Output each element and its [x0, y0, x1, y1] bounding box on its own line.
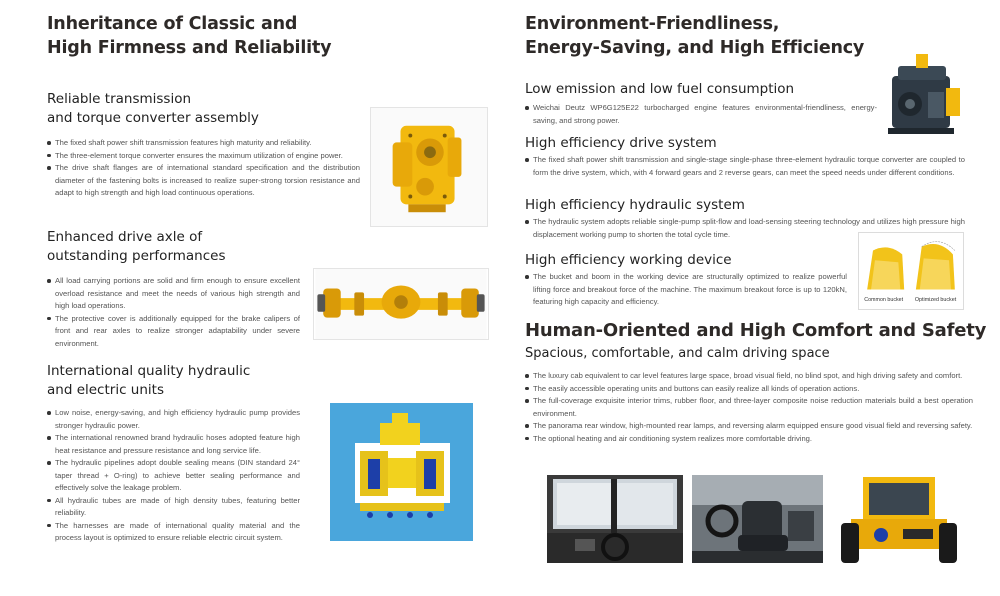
axle-title-line2: outstanding performances	[47, 248, 226, 264]
list-item: All hydraulic tubes are made of high density tubes, featuring better reliability.	[47, 495, 300, 520]
list-item: The luxury cab equivalent to car level features large space, broad visual field, no blind spot, and high driving safety and comfort.	[525, 370, 973, 383]
working-device-bullets	[525, 271, 847, 309]
list-item: The harnesses are made of international quality material and the process layout is optimized to ensure reliable electric circuit system.	[47, 520, 300, 545]
list-item: All load carrying portions are solid and firm enough to ensure excellent overload resistance and meet the needs of various high strength and high load operations.	[47, 275, 300, 313]
list-item: The bucket and boom in the working device are structurally optimized to realize powerful lifting force and breakout force of the machine. The maximum breakout force is up to 120kN, featuring high capacity and efficiency.	[525, 271, 847, 309]
axle-title-line1: Enhanced drive axle of	[47, 229, 203, 245]
hydraulic-units-title-line2: and electric units	[47, 382, 164, 398]
engine-image	[880, 48, 965, 143]
optimized-bucket-caption: Optimized bucket	[914, 297, 957, 304]
drive-system-title: High efficiency drive system	[525, 135, 717, 151]
drive-axle-image	[313, 268, 489, 340]
right-main-heading	[525, 12, 864, 60]
hydraulic-system-title: High efficiency hydraulic system	[525, 197, 745, 213]
hydraulic-units-section-title	[47, 362, 250, 400]
common-bucket-caption: Common bucket	[864, 297, 904, 304]
left-main-heading-line2: High Firmness and Reliability	[47, 38, 332, 58]
transmission-bullets	[47, 137, 360, 200]
transmission-image	[370, 107, 488, 227]
list-item: The full-coverage exquisite interior trims, rubber floor, and three-layer composite noise reduction materials build a best operation environment.	[525, 395, 973, 420]
list-item: The fixed shaft power shift transmission features high maturity and reliability.	[47, 137, 360, 150]
left-main-heading	[47, 12, 331, 60]
list-item: The hydraulic pipelines adopt double sealing means (DIN standard 24° taper thread + O-ring) to achieve better sealing performance and effectively solve the leakage problem.	[47, 457, 300, 495]
cab-window-photo	[547, 475, 683, 563]
list-item: The protective cover is additionally equipped for the brake calipers of front and rear axles to realize stronger adaptability under severe environment.	[47, 313, 300, 351]
comfort-heading: Human-Oriented and High Comfort and Safety	[525, 320, 987, 341]
list-item: Low noise, energy-saving, and high efficiency hydraulic pump provides stronger hydraulic power.	[47, 407, 300, 432]
low-emission-bullets	[525, 102, 877, 127]
hydraulic-diagram-image	[330, 403, 473, 541]
list-item: The easily accessible operating units and buttons can easily realize all kinds of operation actions.	[525, 383, 973, 396]
low-emission-title: Low emission and low fuel consumption	[525, 81, 795, 97]
bucket-comparison-image	[858, 232, 964, 310]
cab-seat-photo	[692, 475, 823, 563]
comfort-subheading: Spacious, comfortable, and calm driving space	[525, 346, 830, 361]
working-device-title: High efficiency working device	[525, 252, 732, 268]
comfort-bullets	[525, 370, 973, 445]
transmission-section-title	[47, 90, 259, 128]
right-main-heading-line1: Environment-Friendliness,	[525, 14, 780, 34]
hydraulic-units-bullets	[47, 407, 300, 545]
list-item: The optional heating and air conditioning system realizes more comfortable driving.	[525, 433, 973, 446]
transmission-title-line1: Reliable transmission	[47, 91, 192, 107]
drive-system-bullets	[525, 154, 965, 179]
list-item: The fixed shaft power shift transmission and single-stage single-phase three-element hydraulic torque converter are coupled to form the drive system, which, with 4 forward gears and 2 reverse gears, can meet the speed needs under different conditions.	[525, 154, 965, 179]
list-item: The international renowned brand hydraulic hoses adopted feature high heat resistance and pressure resistance and long service life.	[47, 432, 300, 457]
list-item: The hydraulic system adopts reliable single-pump split-flow and load-sensing steering technology and utilizes high pressure high displacement working pump to shorten the total cycle time.	[525, 216, 965, 241]
axle-bullets	[47, 275, 300, 350]
list-item: Weichai Deutz WP6G125E22 turbocharged engine features environmental-friendliness, energy-saving, and strong power.	[525, 102, 877, 127]
transmission-title-line2: and torque converter assembly	[47, 110, 259, 126]
list-item: The panorama rear window, high-mounted rear lamps, and reversing alarm equipped ensure good visual field and reversing safety.	[525, 420, 973, 433]
list-item: The three-element torque converter ensures the maximum utilization of engine power.	[47, 150, 360, 163]
loader-rear-photo	[833, 475, 964, 563]
axle-section-title	[47, 228, 226, 266]
left-main-heading-line1: Inheritance of Classic and	[47, 14, 298, 34]
list-item: The drive shaft flanges are of international standard specification and the distribution diameter of the fastening bolts is increased to realize super-strong torsion resistance and adapt to high strength and high load continuous operations.	[47, 162, 360, 200]
hydraulic-units-title-line1: International quality hydraulic	[47, 363, 251, 379]
right-main-heading-line2: Energy-Saving, and High Efficiency	[525, 38, 865, 58]
